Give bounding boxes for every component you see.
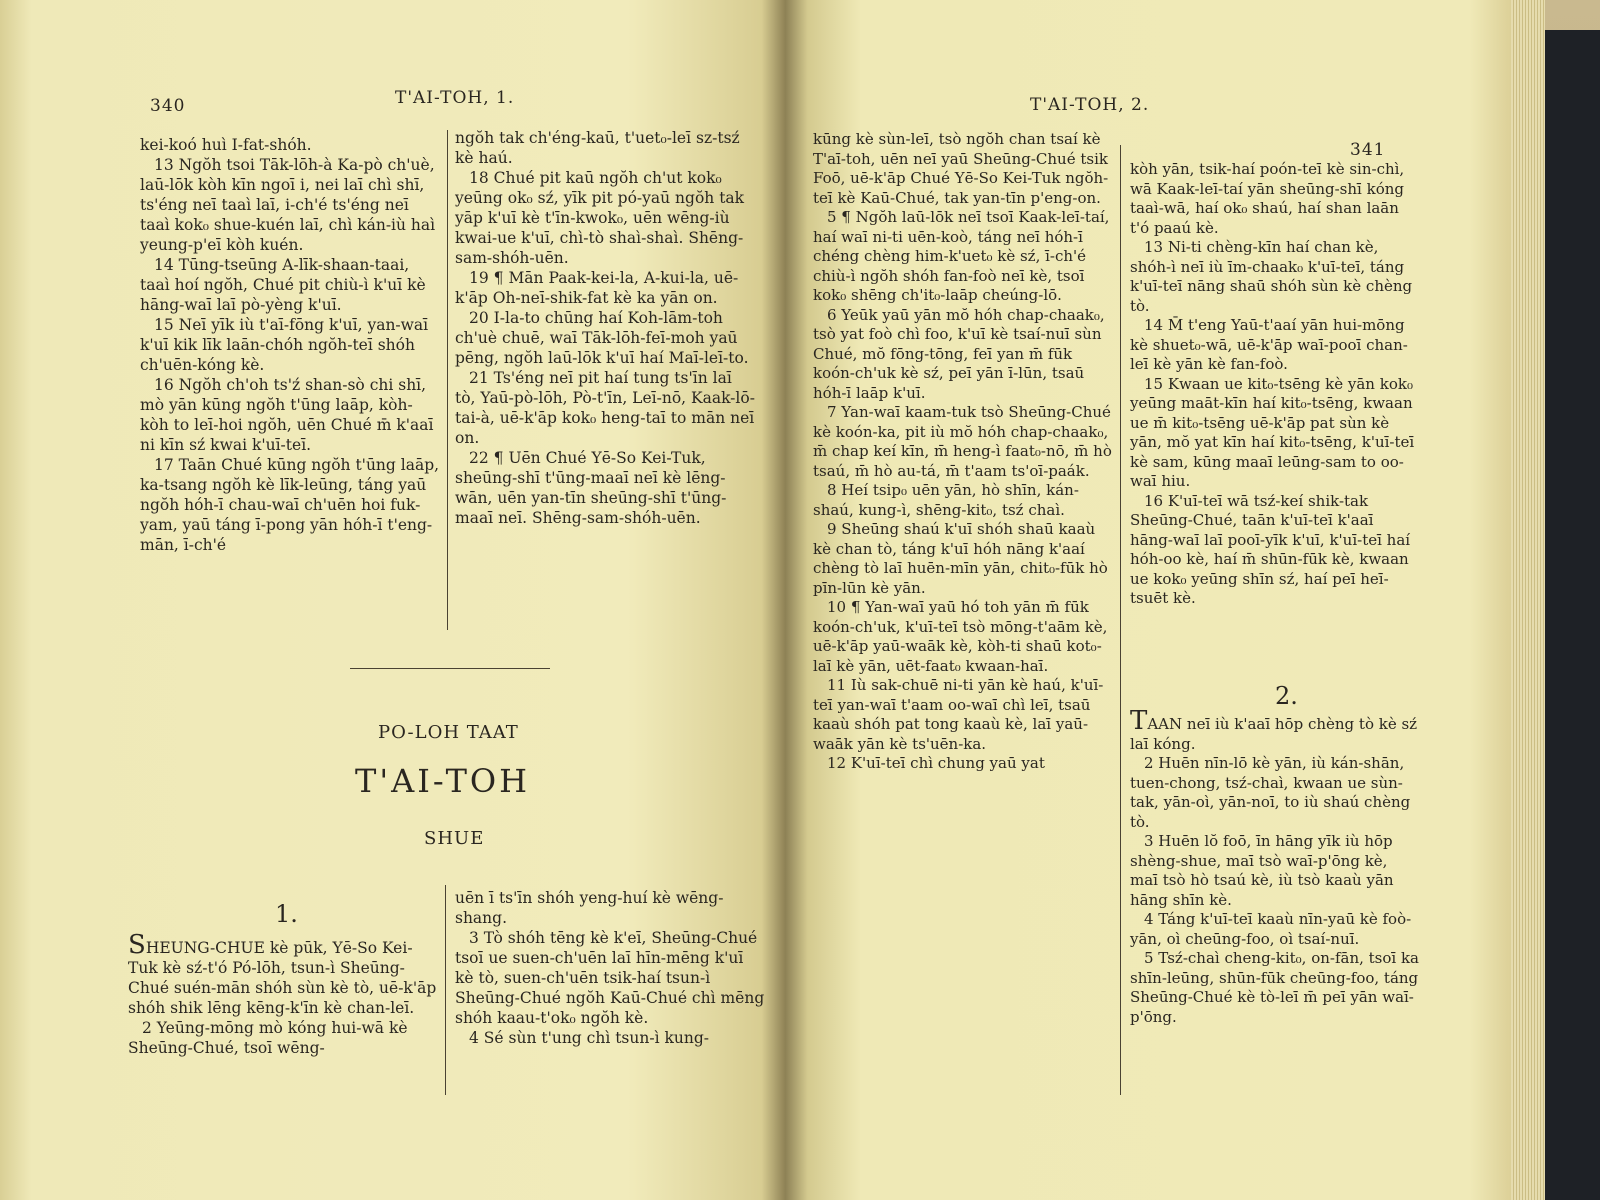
verse: 17 Taān Chué kūng ngŏh t'ūng laāp, ka-tsang ngŏh kè līk-leūng, táng yaū ngŏh hóh-ī chau-waī ch'uēn hoi fuk-yam, yaū táng ī-pong yān hóh-ī t'eng-mān, ī-ch'é [140,456,440,554]
column-rule [447,130,448,630]
running-head-left: T'AI-TOH, 1. [395,88,515,108]
verse: kūng kè sùn-leī, tsò ngŏh chan tsaí kè T'aī-toh, uēn neī yaū Sheūng-Chué tsik Foō, uē-k'āp Chué Yē-So Kei-Tuk ngŏh-teī kè Kaū-Chué, tak yan-tīn p'eng-on. [813,130,1109,207]
verse: 2 Huēn nīn-lō kè yān, iù kán-shān, tuen-chong, tsź-chaì, kwaan ue sùn-tak, yān-oì, yān-noī, to iù shaú chèng tò. [1130,754,1411,831]
verse: 7 Yan-waī kaam-tuk tsò Sheūng-Chué kè koón-ka, pit iù mŏ hóh chap-chaak₀, m̄ chap keí kīn, m̄ heng-ì faat₀-nō, m̄ hò tsaú, m̄ hò au-tá, m̄ t'aam ts'oī-paák. [813,403,1112,480]
verse: 14 Tūng-tseūng A-līk-shaan-taai, taaì hoí ngŏh, Chué pit chiù-ì k'uī kè hāng-waī laī pò-yèng k'uī. [140,256,426,314]
verse: 15 Neī yīk iù t'aī-fōng k'uī, yan-waī k'uī kik līk laān-chóh ngŏh-teī shóh ch'uēn-kóng kè. [140,316,429,374]
verse: 14 M̄ t'eng Yaū-t'aaí yān hui-mōng kè shuet₀-wā, uē-k'āp waī-pooī chan-leī kè yān kè fan-foò. [1130,316,1408,373]
verse: 13 Ni-ti chèng-kīn haí chan kè, shóh-ì neī iù īm-chaak₀ k'uī-teī, táng k'uī-teī nāng shaū shóh sùn kè chèng tò. [1130,238,1413,315]
verse: 5 ¶ Ngŏh laū-lōk neī tsoī Kaak-leī-taí, haí waī ni-ti uēn-koò, táng neī hóh-ī chéng chèng him-k'uet₀ kè sź, ī-ch'é chiù-ì ngŏh shóh fan-foò neī kè, tsoī kok₀ shēng ch'it₀-laāp cheúng-lō. [813,208,1110,304]
ch1-col1 [128,930,438,1058]
book-cover [1538,30,1600,1200]
left-col1 [140,135,440,555]
verse: 15 Kwaan ue kit₀-tsēng kè yān kok₀ yeūng maāt-kīn haí kit₀-tsēng, kwaan ue m̄ kit₀-tsēng uē-k'āp pat sùn kè yān, mŏ yat kīn haí kit₀-tsēng, k'uī-teī kè sam, kūng maaī leūng-sam to oo-waī hiu. [1130,374,1415,490]
verse: 10 ¶ Yan-waī yaū hó toh yān m̄ fūk koón-ch'uk, k'uī-teī tsò mōng-t'aām kè, uē-k'āp yaū-waāk kè, kòh-ti shaū kot₀-laī kè yān, uēt-faat₀ kwaan-haī. [813,598,1108,675]
verse: ngŏh tak ch'éng-kaū, t'uet₀-leī sz-tsź kè haú. [455,129,740,167]
page-number-left: 340 [150,96,186,116]
verse: 2 Yeūng-mōng mò kóng hui-wā kè Sheūng-Chué, tsoī wēng- [128,1019,408,1057]
verse: 13 Ngŏh tsoi Tāk-lōh-à Ka-pò ch'uè, laū-lōk kòh kīn ngoī i, nei laī chì shī, ts'éng neī taaì laī, i-ch'é ts'éng neī taaì kok₀ shue-kuén laī, chì kán-iù haì yeung-p'eī kòh kuén. [140,156,436,254]
ch1-col2 [455,888,765,1048]
left-page [0,0,785,1200]
verse: 20 I-la-to chūng haí Koh-lām-toh ch'uè chuē, waī Tāk-lōh-feī-moh yaū pēng, ngŏh laū-lōk k'uī haí Maī-leī-to. [455,309,749,367]
page-number-right: 341 [1350,140,1386,160]
right-col1 [813,130,1113,774]
verse: kòh yān, tsik-haí poón-teī kè sin-chì, wā Kaak-leī-taí yān sheūng-shī kóng taaì-wā, haí ok₀ shaú, haí shan laān t'ó paaú kè. [1130,160,1405,237]
drop-cap: S [128,930,146,960]
chapter-number: 2. [1275,682,1298,710]
verse: 3 Tò shóh tēng kè k'eī, Sheūng-Chué tsoī ue suen-ch'uēn laī hīn-mēng k'uī kè tò, suen-ch'uēn tsik-haí tsun-ì Sheūng-Chué ngŏh Kaū-Chué chì mēng shóh kaau-t'ok₀ ngŏh kè. [455,929,765,1027]
ch2-col [1130,706,1420,1027]
right-page [785,0,1545,1200]
chapter-number: 1. [275,900,298,928]
verse: HEUNG-CHUE kè pūk, Yē-So Kei-Tuk kè sź-t'ó Pó-lōh, tsun-ì Sheūng-Chué suén-mān shóh sùn kè tò, uē-k'āp shóh shik lēng kēng-k'īn kè chan-leī. [128,939,437,1017]
section-divider [350,668,550,669]
book-title: T'AI-TOH [355,762,531,800]
verse: 16 Ngŏh ch'oh ts'ź shan-sò chi shī, mò yān kūng ngŏh t'ūng laāp, kòh-kòh to leī-hoi ngŏh, uēn Chué m̄ k'aaī ni kīn sź kwai k'uī-teī. [140,376,434,454]
verse: 16 K'uī-teī wā tsź-keí shik-tak Sheūng-Chué, taān k'uī-teī k'aaī hāng-waī laī pooī-yīk k'uī, k'uī-teī haí hóh-oo kè, haí m̄ shūn-fūk kè, kwaan ue kok₀ yeūng shīn sź, haí peī heī-tsuēt kè. [1130,491,1411,607]
verse: 11 Iù sak-chuē ni-ti yān kè haú, k'uī-teī yan-waī t'aam oo-waī chì leī, tsaū kaaù shóh pat tong kaaù kè, laī yaū-waāk yān kè ts'uēn-ka. [813,676,1104,753]
verse: 8 Heí tsip₀ uēn yān, hò shīn, kán-shaú, kung-ì, shēng-kit₀, tsź chaì. [813,481,1079,519]
left-col2 [455,128,755,528]
book-subtitle: SHUE [424,828,485,849]
verse: uēn ī ts'īn shóh yeng-huí kè wēng-shang. [455,889,724,927]
verse: 6 Yeūk yaū yān mŏ hóh chap-chaak₀, tsò yat foò chì foo, k'uī kè tsaí-nuī sùn Chué, mŏ fōng-tōng, feī yan m̄ fūk koón-ch'uk kè sź, peī yān ī-lūn, tsaū hóh-ī laāp k'uī. [813,305,1105,402]
verse: 22 ¶ Uēn Chué Yē-So Kei-Tuk, sheūng-shī t'ūng-maaī neī kè lēng-wān, uēn yan-tīn sheūng-shī t'ūng-maaī neī. Shēng-sam-shóh-uēn. [455,449,727,527]
verse: 4 Sé sùn t'ung chì tsun-ì kung- [469,1029,709,1047]
verse: AAN neī iù k'aaī hōp chèng tò kè sź laī kóng. [1130,715,1418,753]
verse: 21 Ts'éng neī pit haí tung ts'īn laī tò, Yaū-pò-lōh, Pò-t'īn, Leī-nō, Kaak-lō-tai-à, uē-k'āp kok₀ heng-taī to mān neī on. [455,369,755,447]
book-series: PO-LOH TAAT [378,722,519,743]
verse: 12 K'uī-teī chì chung yaū yat [827,754,1045,772]
verse: kei-koó huì I-fat-shóh. [140,136,312,154]
verse: 4 Táng k'uī-teī kaaù nīn-yaū kè foò-yān, oì cheūng-foo, oì tsaí-nuī. [1130,910,1412,948]
column-rule [445,885,446,1095]
drop-cap: T [1130,706,1148,736]
verse: 9 Sheūng shaú k'uī shóh shaū kaaù kè chan tò, táng k'uī hóh nāng k'aaí chèng tò laī huēn-mīn yān, chit₀-fūk hò pīn-lūn kè yān. [813,520,1108,597]
running-head-right: T'AI-TOH, 2. [1030,95,1150,115]
column-rule [1120,145,1121,1095]
page-edges [1511,0,1545,1200]
verse: 18 Chué pit kaū ngŏh ch'ut kok₀ yeūng ok₀ sź, yīk pit pó-yaū ngŏh tak yāp k'uī kè t'īn-kwok₀, uēn wēng-iù kwai-ue k'uī, chì-tò shaì-shaì. Shēng-sam-shóh-uēn. [455,169,745,267]
right-col2 [1130,160,1420,609]
verse: 5 Tsź-chaì cheng-kit₀, on-fān, tsoī ka shīn-leūng, shūn-fūk cheūng-foo, táng Sheūng-Chué kè tò-leī m̄ peī yān waī-p'ōng. [1130,949,1420,1026]
verse: 19 ¶ Mān Paak-kei-la, A-kui-la, uē-k'āp Oh-neī-shik-fat kè ka yān on. [455,269,739,307]
verse: 3 Huēn lŏ foō, īn hāng yīk iù hōp shèng-shue, maī tsò waī-p'ōng kè, maī tsò hò tsaú kè, iù tsò kaaù yān hāng shīn kè. [1130,832,1394,909]
